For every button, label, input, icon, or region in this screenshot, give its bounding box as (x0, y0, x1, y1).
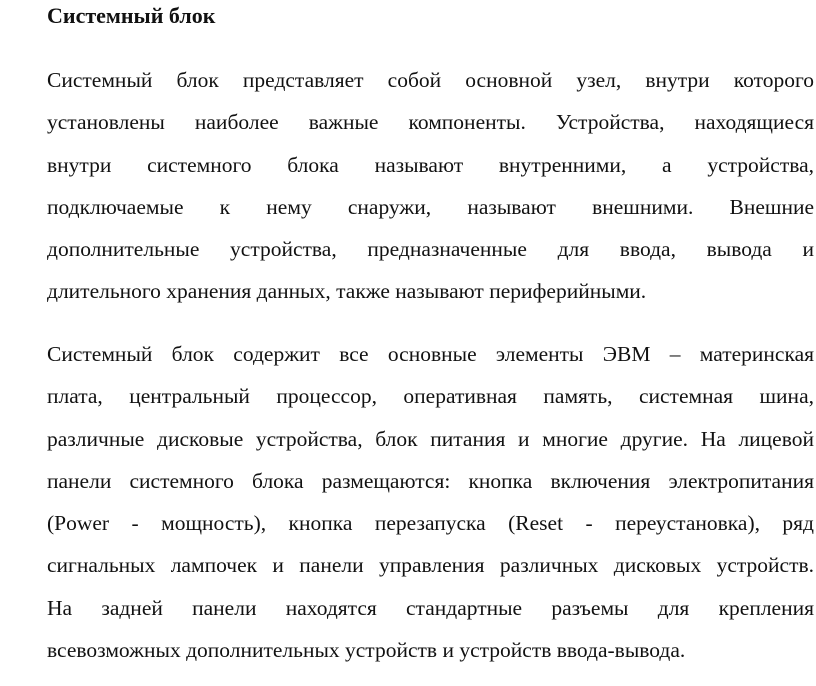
paragraph-line: подключаемые к нему снаружи, называют внешними. Внешние (47, 194, 814, 219)
paragraph-line: внутри системного блока называют внутренними, а устройства, (47, 152, 814, 177)
paragraph-1 (47, 59, 814, 313)
document-title: Системный блок (47, 3, 216, 28)
paragraph-line: Системный блок представляет собой основной узел, внутри которого (47, 68, 814, 92)
paragraph-line: (Power - мощность), кнопка перезапуска (Reset - переустановка), ряд (47, 511, 814, 536)
paragraph-line: плата, центральный процессор, оперативная память, системная шина, (47, 384, 814, 409)
paragraph-line: панели системного блока размещаются: кнопка включения электропитания (47, 468, 814, 493)
paragraph-line: сигнальных лампочек и панели управления различных дисковых устройств. (47, 553, 814, 578)
paragraph-line: различные дисковые устройства, блок питания и многие другие. На лицевой (47, 426, 814, 451)
paragraph-line: длительного хранения данных, также называют периферийными. (47, 279, 647, 304)
paragraph-2 (47, 333, 814, 671)
paragraph-line: дополнительные устройства, предназначенные для ввода, вывода и (47, 237, 814, 262)
paragraph-line: На задней панели находятся стандартные разъемы для крепления (47, 595, 814, 620)
paragraph-line: Системный блок содержит все основные элементы ЭВМ – материнская (47, 342, 814, 366)
paragraph-line: установлены наиболее важные компоненты. Устройства, находящиеся (47, 110, 814, 135)
paragraph-line: всевозможных дополнительных устройств и устройств ввода-вывода. (47, 638, 686, 663)
